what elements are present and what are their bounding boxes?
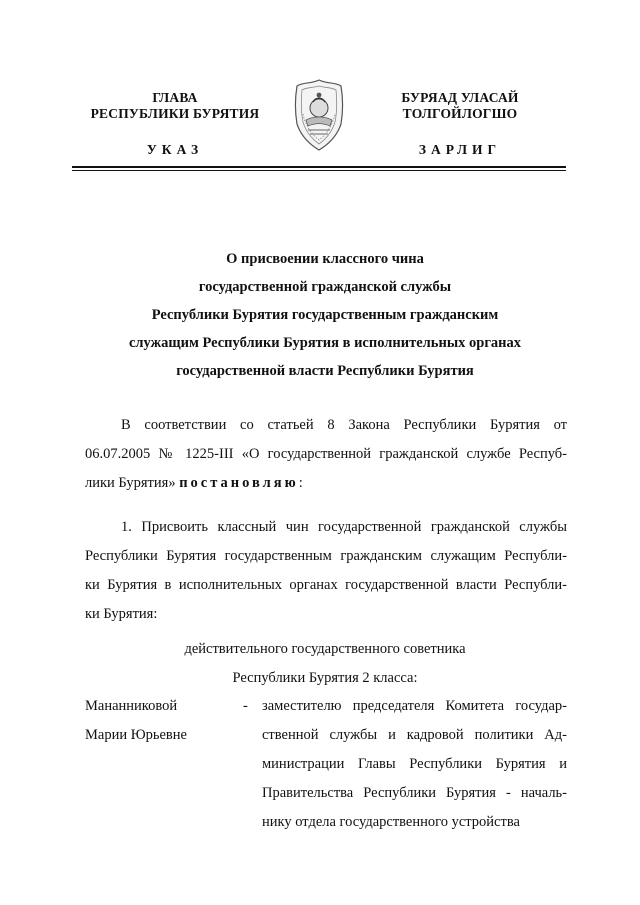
title-line: Республики Бурятия государственным гражданским [151, 307, 499, 323]
doc-type-left: УКАЗ [146, 142, 204, 157]
title-line: государственной гражданской службы [198, 279, 452, 295]
title-line: служащим Республики Бурятия в исполнительных органах [128, 335, 522, 351]
preamble-line3-end: : [298, 475, 303, 491]
header-right [370, 90, 550, 122]
header-left-line2: РЕСПУБЛИКИ БУРЯТИЯ [90, 106, 260, 121]
header-right-line2: ТОЛГОЙЛОГШО [402, 106, 518, 121]
coat-of-arms-emblem [291, 78, 347, 152]
rank-line: Республики Бурятия 2 класса: [232, 670, 418, 686]
rank-line: действительного государственного советника [184, 641, 466, 657]
resolve-word: постановляю [179, 475, 299, 491]
preamble-line: 06.07.2005 № 1225-III «О государственной гражданской службе Респуб- [85, 446, 567, 462]
header-divider-thick [72, 166, 566, 168]
preamble-line3-start: лики Бурятия» [85, 475, 180, 491]
item-1-line: 1. Присвоить классный чин государственной гражданской службы [121, 519, 567, 535]
position-line: заместителю председателя Комитета государ- [262, 698, 567, 714]
rank-heading [80, 635, 570, 693]
title-line: О присвоении классного чина [226, 251, 424, 267]
person-given-names: Марии Юрьевне [85, 727, 187, 743]
position-line: ственной службы и кадровой политики Ад- [262, 727, 567, 743]
decree-title [80, 245, 570, 385]
item-1-line: ки Бурятия в исполнительных органах государственной власти Республи- [85, 577, 567, 593]
position-line: министрации Главы Республики Бурятия и [262, 756, 567, 772]
header-right-line1: БУРЯАД УЛАСАЙ [401, 90, 519, 105]
preamble-paragraph [85, 411, 567, 498]
person-position [262, 692, 567, 837]
doc-type-right: ЗАРЛИГ [418, 142, 502, 157]
name-position-dash: - [243, 698, 248, 714]
item-1-line: Республики Бурятия государственным гражданским служащим Республи- [85, 548, 567, 564]
item-1-paragraph [85, 513, 567, 629]
header-left [80, 90, 270, 122]
person-surname: Мананниковой [85, 698, 178, 714]
position-line: Правительства Республики Бурятия - началь- [262, 785, 567, 801]
title-line: государственной власти Республики Бурятия [176, 363, 474, 379]
item-1-line: ки Бурятия: [85, 606, 158, 622]
person-name [85, 692, 187, 750]
position-line: нику отдела государственного устройства [262, 814, 520, 830]
header-divider-thin [72, 170, 566, 171]
preamble-line: В соответствии со статьей 8 Закона Республики Бурятия от [121, 417, 567, 433]
header-left-line1: ГЛАВА [152, 90, 198, 105]
preamble-line [85, 469, 567, 498]
